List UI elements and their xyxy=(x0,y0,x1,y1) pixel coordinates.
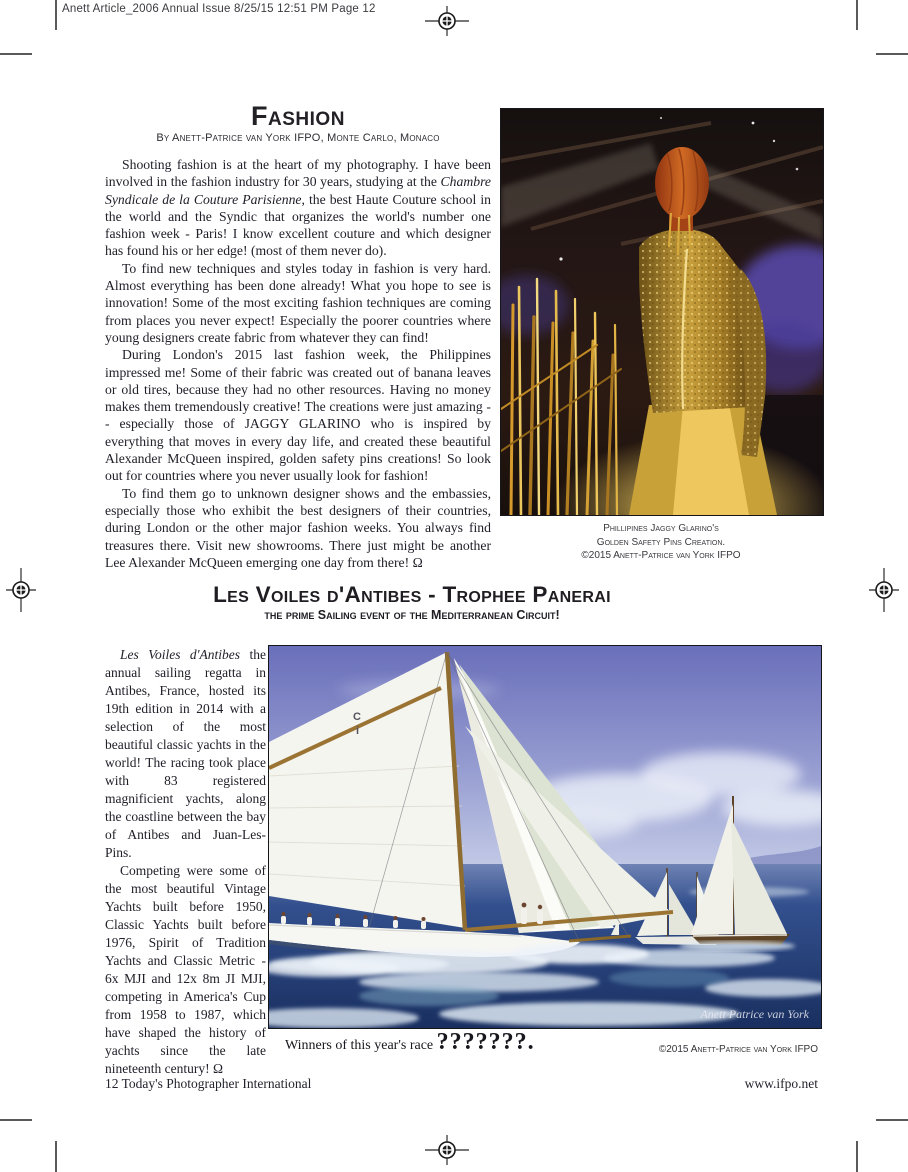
fashion-photo-caption xyxy=(500,522,822,563)
sail-mark-number: i xyxy=(356,725,360,737)
crop-mark-bottom-left-h xyxy=(0,1119,32,1121)
crop-mark-top-left-h xyxy=(0,53,32,55)
voiles-title: Les Voiles d'Antibes - Trophee Panerai xyxy=(213,582,611,607)
sailing-photo-figure xyxy=(268,645,820,1029)
crop-mark-top-right-v xyxy=(856,0,858,30)
footer-publication: 12 Today's Photographer International xyxy=(105,1076,312,1091)
registration-target-icon xyxy=(0,568,43,612)
fashion-header xyxy=(105,103,491,144)
voiles-header xyxy=(105,584,719,622)
registration-target-icon xyxy=(425,0,469,43)
fashion-paragraph: To find new techniques and styles today in fashion is very hard. Almost everything has been done already! What you hope to see is innovation! Some of the most exciting fashion techniques are coming from places you never expect! Especially the poorer countries where young designers create fabric from whatever they can find! xyxy=(105,260,491,345)
voiles-article-column xyxy=(105,646,266,1078)
fashion-paragraph: During London's 2015 last fashion week, the Philippines impressed me! Some of their fabric was created out of banana leaves or old tires, because they had no other resources. Having no money makes them tremendously creative! The creations were just amazing -- especially those of JAGGY GLARINO who is inspired by everything that moves in every day life, and created these beautiful Alexander McQueen inspired, golden safety pins creations! So look out for countries where you never usually look for fashion! xyxy=(105,347,491,484)
fashion-photo-illustration xyxy=(500,108,824,516)
voiles-paragraph: Competing were some of the most beautiful Vintage Yachts built before 1950, Classic Yachts built before 1976, Spirit of Tradition Yachts and Classic Metric - 6x MJI and 12x 8m JI MJI, competing in America's Cup from 1958 to 1987, which have shaped the history of yachts since the late nineteenth century! Ω xyxy=(105,863,266,1076)
caption-line: Phillipines Jaggy Glarino's xyxy=(603,523,719,534)
crop-mark-bottom-left-v xyxy=(55,1141,57,1172)
winners-caption xyxy=(285,1029,535,1056)
registration-target-icon xyxy=(425,1128,469,1172)
crop-mark-top-left-v xyxy=(55,0,57,30)
page-header-slug: Anett Article_2006 Annual Issue 8/25/15 12:51 PM Page 12 xyxy=(62,3,376,15)
fashion-article-body xyxy=(105,156,491,571)
winners-unknown-placeholder: ???????. xyxy=(436,1029,535,1055)
winners-caption-text: Winners of this year's race xyxy=(285,1038,437,1053)
crop-mark-top-right-h xyxy=(876,53,908,55)
caption-line: Golden Safety Pins Creation. xyxy=(596,536,726,548)
fashion-byline: By Anett-Patrice van York IFPO, Monte Carlo, Monaco xyxy=(156,132,440,144)
sail-mark-letter: C xyxy=(353,711,361,723)
fashion-paragraph: Shooting fashion is at the heart of my photography. I have been involved in the fashion industry for 30 years, studying at the Chambre Syndicale de la Couture Parisienne, the best Haute Couture school in the world and the Syndic that organizes the world's number one fashion week - Paris! I know excellent couture and which designer has found his or her edge! (most of them never do). xyxy=(105,157,491,259)
voiles-paragraph: Les Voiles d'Antibes the annual sailing regatta in Antibes, France, hosted its 19th edition in 2014 with a selection of the most beautiful classic yachts in the world! The racing took place with 83 registered magnificient yachts, along the coastline between the bay of Antibes and Juan-Les-Pins. xyxy=(105,647,266,860)
fashion-paragraph: To find them go to unknown designer shows and the embassies, especially those who exhibit the best designers of their countries, during London or the other major fashion weeks. You always find treasures there. Visit new showrooms. There just might be another Lee Alexander McQueen emerging one day from there! Ω xyxy=(105,485,491,570)
caption-line: ©2015 Anett-Patrice van York IFPO xyxy=(581,550,741,561)
crop-mark-bottom-right-h xyxy=(876,1119,908,1121)
sailing-photo-illustration xyxy=(268,645,822,1029)
registration-target-icon xyxy=(862,568,906,612)
page-footer xyxy=(105,1076,818,1092)
footer-website: www.ifpo.net xyxy=(744,1076,818,1091)
photo-signature: Anett Patrice van York xyxy=(700,1007,809,1021)
fashion-title: Fashion xyxy=(251,101,345,131)
crop-mark-bottom-right-v xyxy=(856,1141,858,1172)
sailing-photo-credit: ©2015 Anett-Patrice van York IFPO xyxy=(658,1044,818,1055)
fashion-photo-figure xyxy=(500,108,822,563)
voiles-subtitle: the prime Sailing event of the Mediterranean Circuit! xyxy=(264,607,560,622)
